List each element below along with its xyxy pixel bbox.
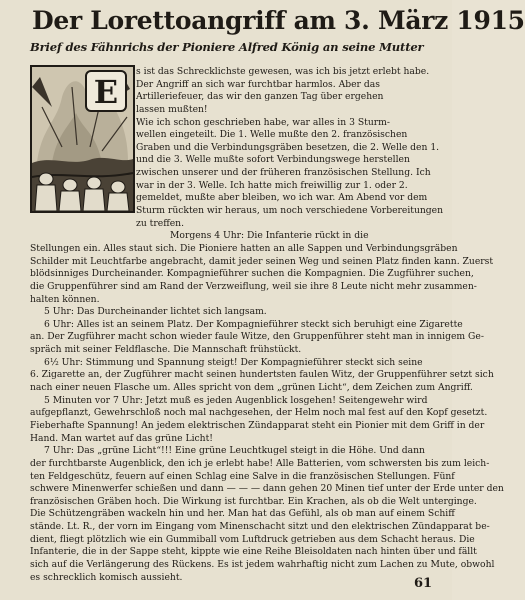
text-line: 6½ Uhr: Stimmung und Spannung steigt! Der Kompagnieführer steckt sich seine: [44, 356, 423, 368]
text-line: ten Feldgeschütz, feuern auf einen Schlag eine Salve in die französischen Stellungen. Fünf: [30, 470, 455, 482]
text-line: und die 3. Welle mußte sofort Verbindungswege herstellen: [136, 154, 410, 166]
text-line: blödsinniges Durcheinander. Kompagnieführer suchen die Kompagnien. Die Zugführer suchen,: [30, 268, 474, 280]
initial-letter: E: [93, 73, 119, 111]
text-line: Stellungen ein. Alles staut sich. Die Pioniere hatten an alle Sappen und Verbindungsgräben: [30, 242, 458, 254]
text-line: Infanterie, die in der Sappe steht, kippte wie eine Reihe Bleisoldaten nach hinten über und fällt: [30, 546, 477, 558]
text-line: dient, fliegt plötzlich wie ein Gummiball vom Luftdruck getrieben aus dem Schacht heraus. Die: [30, 533, 475, 545]
text-line: halten können.: [30, 293, 100, 305]
text-line: 5 Uhr: Das Durcheinander lichtet sich langsam.: [44, 306, 267, 318]
text-line: wellen eingeteilt. Die 1. Welle mußte den 2. französischen: [136, 129, 408, 141]
text-line: stände. Lt. R., der vorn im Eingang vom Minenschacht sitzt und den elektrischen Zündapparat be-: [30, 521, 490, 533]
text-line: 6 Uhr: Alles ist an seinem Platz. Der Kompagnieführer steckt sich beruhigt eine Zigarette: [44, 318, 463, 330]
text-line: Die Schützengräben wackeln hin und her. Man hat das Gefühl, als ob man auf einem Schiff: [30, 508, 455, 520]
page-number: 61: [414, 576, 433, 591]
text-line: Sturm rückten wir heraus, um noch verschiedene Vorbereitungen: [136, 205, 444, 217]
text-line: war in der 3. Welle. Ich hatte mich freiwillig zur 1. oder 2.: [136, 179, 408, 191]
text-line: der furchtbarste Augenblick, den ich je erlebt habe! Alle Batterien, vom schwersten bis zum leich-: [30, 457, 490, 469]
text-line: Wie ich schon geschrieben habe, war alles in 3 Sturm-: [136, 116, 390, 128]
letter-text: [30, 66, 504, 584]
text-line: aufgepflanzt, Gewehrschloß noch mal nachgesehen, der Helm noch mal fest auf den Kopf gesetzt.: [30, 407, 488, 419]
text-line: es schrecklich komisch aussieht.: [30, 571, 183, 583]
text-line: gemeldet, mußte aber bleiben, wo ich war. Am Abend vor dem: [136, 192, 428, 204]
page-title: Der Lorettoangriff am 3. März 1915: [32, 6, 525, 35]
text-line: s ist das Schrecklichste gewesen, was ich bis jetzt erlebt habe.: [136, 66, 430, 77]
text-line: Schilder mit Leuchtfarbe angebracht, damit jeder seinen Weg und seinen Platz finden kann. Zuerst: [30, 255, 494, 267]
text-line: Artilleriefeuer, das wir den ganzen Tag über ergehen: [136, 91, 384, 103]
text-line: Fieberhafte Spannung! An jedem elektrischen Zündapparat steht ein Pionier mit dem Griff in der: [30, 419, 485, 431]
text-line: nach einer neuen Flasche um. Alles spricht von dem „grünen Licht“, dem Zeichen zum Angriff.: [30, 382, 473, 394]
text-line: 5 Minuten vor 7 Uhr: Jetzt muß es jeden Augenblick losgehen! Seitengewehr wird: [44, 394, 428, 406]
text-line: französischen Gräben hoch. Die Wirkung ist furchtbar. Ein Krachen, als ob die Welt unterginge.: [30, 495, 477, 507]
text-line: an. Der Zugführer macht schon wieder faule Witze, den Gruppenführer steht man in innigem Ge-: [30, 331, 484, 343]
text-line: 7 Uhr: Das „grüne Licht“!!! Eine grüne Leuchtkugel steigt in die Höhe. Und dann: [44, 445, 425, 457]
text-line: 6. Zigarette an, der Zugführer macht seinen hundertsten faulen Witz, der Gruppenführer setzt sich: [30, 369, 494, 381]
text-line: Hand. Man wartet auf das grüne Licht!: [30, 432, 213, 444]
letter-subtitle: Brief des Fähnrichs der Pioniere Alfred König an seine Mutter: [30, 40, 424, 54]
text-line: die Gruppenführer sind am Rand der Verzweiflung, weil sie ihre 8 Leute nicht mehr zusammen-: [30, 280, 477, 292]
text-line: Graben und die Verbindungsgräben besetzen, die 2. Welle den 1.: [136, 141, 440, 153]
text-line: schwere Minenwerfer schießen und dann — — — dann gehen 20 Minen tief unter der Erde unter den: [30, 483, 504, 495]
text-line: spräch mit seiner Feldflasche. Die Mannschaft frühstückt.: [30, 344, 302, 356]
text-line: Der Angriff an sich war furchtbar harmlos. Aber das: [136, 78, 380, 90]
text-line: zu treffen.: [136, 217, 185, 229]
text-line: sich auf die Verlängerung des Rückens. Es ist jedem wahrhaftig nicht zum Lachen zu Mute, obwohl: [30, 558, 495, 570]
text-line: lassen mußten!: [136, 103, 208, 115]
text-line: Morgens 4 Uhr: Die Infanterie rückt in die: [170, 230, 369, 242]
text-line: zwischen unserer und der früheren französischen Stellung. Ich: [136, 167, 431, 179]
